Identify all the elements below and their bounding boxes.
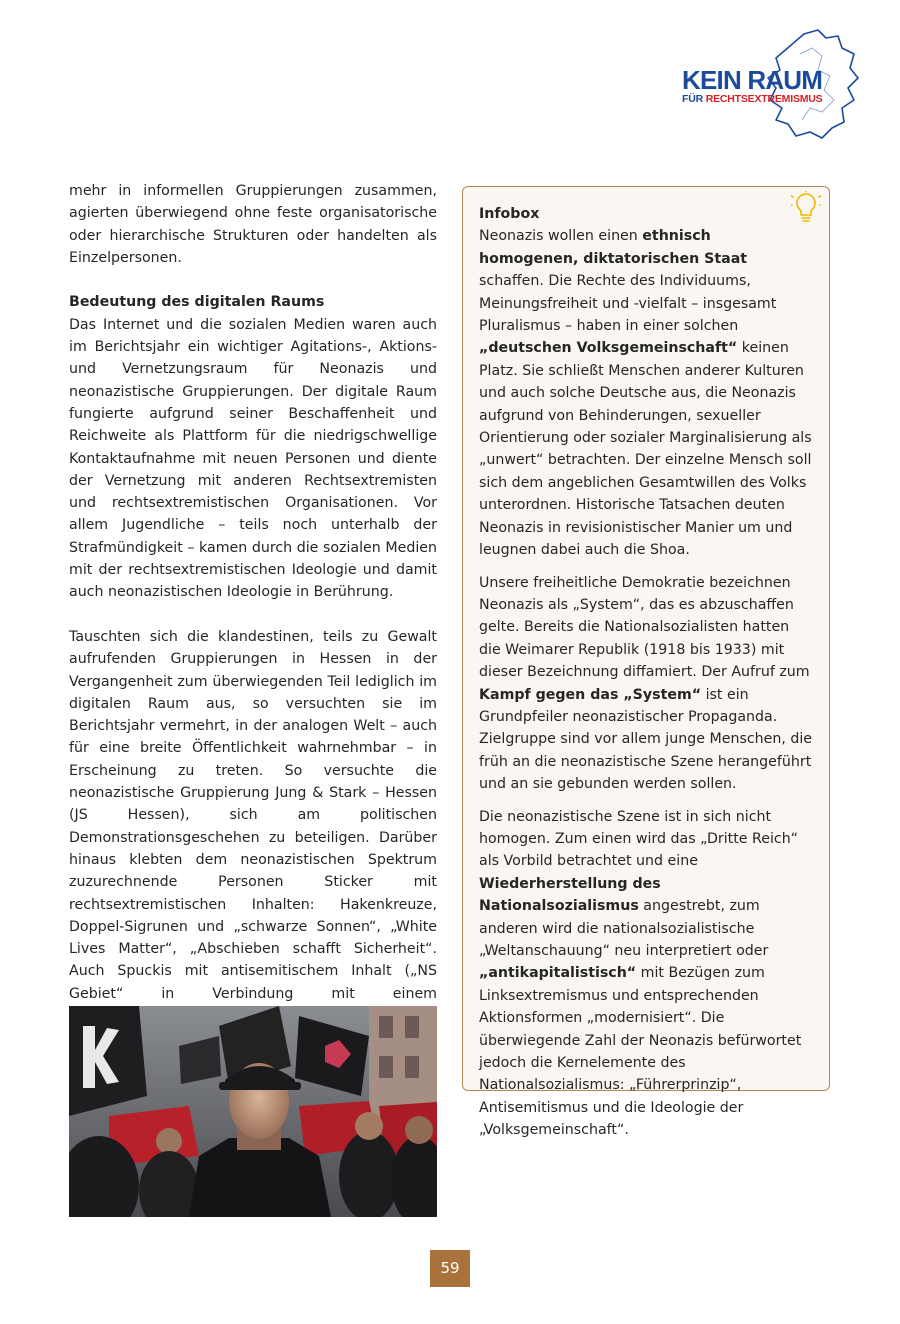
logo-kein-raum [672,24,862,142]
infobox-paragraph-3: Die neonazistische Szene ist in sich nicht homogen. Zum einen wird das „Dritte Reich“ als Vorbild betrachtet und eine Wiederherstellung des Nationalsozialismus angestrebt, zum anderen wird die nationalsozialistische „Weltanschauung“ neu interpretiert oder „antikapitalistisch“ mit Bezügen zum Linksextremismus und entsprechenden Aktionsformen „modernisiert“. Die überwiegende Zahl der Neonazis befürwortet jedoch die Kernelemente des Nationalsozialismus: „Führerprinzip“, Antisemitismus und die Ideologie der „Volksgemeinschaft“. [479,808,802,1139]
digital-paragraph: Das Internet und die sozialen Medien waren auch im Berichtsjahr ein wichtiger Agitations-, Aktions- und Vernetzungsraum für Neonazis und neonazistische Gruppierungen. Der digitale Raum fungierte aufgrund seiner Beschaffenheit und Reichweite als Plattform für die niedrigschwellige Kontaktaufnahme mit neuen Personen und diente der Vernetzung mit anderen Rechtsextremisten und rechtsextremistischen Organisationen. Vor allem Jugendliche – teils noch unterhalb der Strafmündigkeit – kamen durch die sozialen Medien mit der rechtsextremistischen Ideologie und damit auch neonazistischen Ideologie in Berührung. [69,316,437,601]
demonstration-photo [69,1006,437,1217]
page-number: 59 [430,1250,470,1287]
analog-paragraph: Tauschten sich die klandestinen, teils zu Gewalt aufrufenden Gruppierungen in Hessen in der Vergangenheit zum überwiegenden Teil lediglich im digitalen Raum aus, so versuchten sie im Berichtsjahr vermehrt, in der analogen Welt – auch für eine breite Öffentlichkeit wahrnehmbar – in Erscheinung zu treten. So versuchte die neonazistische Gruppierung Jung & Stark – Hessen (JS Hessen), sich am politischen Demonstrationsgeschehen zu beteiligen. Darüber hinaus klebten dem neonazistischen Spektrum zuzurechnende Personen Sticker mit rechtsextremistischen Inhalten: Hakenkreuze, Doppel-Sigrunen und „schwarze Sonnen“, „White Lives Matter“, „Abschieben schafft Sicherheit“. Auch Spuckis mit antisemitischem Inhalt („NS Gebiet“ in Verbindung mit einem [69,628,437,1002]
section-heading-digital: Bedeutung des digitalen Raums [69,294,325,311]
left-column [69,180,437,1027]
logo-subtitle: FÜR RECHTSEXTREMISMUS [682,93,823,105]
infobox-paragraph-2: Unsere freiheitliche Demokratie bezeichnen Neonazis als „System“, das es abzuschaffen gelte. Bereits die Nationalsozialisten hatten die Weimarer Republik (1918 bis 1933) mit dieser Bezeichnung diffamiert. Der Aufruf zum Kampf gegen das „System“ ist ein Grundpfeiler neonazistischer Propaganda. Zielgruppe sind vor allem junge Menschen, die früh an die neonazistische Szene herangeführt und an sie gebunden werden sollen. [479,574,813,793]
infobox-title: Infobox [479,206,540,222]
intro-paragraph: mehr in informellen Gruppierungen zusammen, agierten überwiegend ohne feste organisatorische oder hierarchische Strukturen oder handelten als Einzelpersonen. [69,183,437,266]
infobox [462,186,830,1139]
lightbulb-icon [791,191,821,225]
logo-title: KEIN RAUM [682,65,823,95]
infobox-paragraph-1: Neonazis wollen einen ethnisch homogenen, diktatorischen Staat schaffen. Die Rechte des Individuums, Meinungsfreiheit und -vielfalt – insgesamt Pluralismus – haben in einer solchen „deutschen Volksgemeinschaft“ keinen Platz. Sie schließt Menschen anderer Kulturen und auch solche Deutsche aus, die Neonazis aufgrund von Behinderungen, sexueller Orientierung oder sozialer Marginalisierung als „unwert“ betrachten. Der einzelne Mensch soll sich dem angeblichen Gesamtwillen des Volks unterordnen. Historische Tatsachen deuten Neonazis in revisionistischer Manier um und leugnen dabei auch die Shoa. [479,228,812,559]
